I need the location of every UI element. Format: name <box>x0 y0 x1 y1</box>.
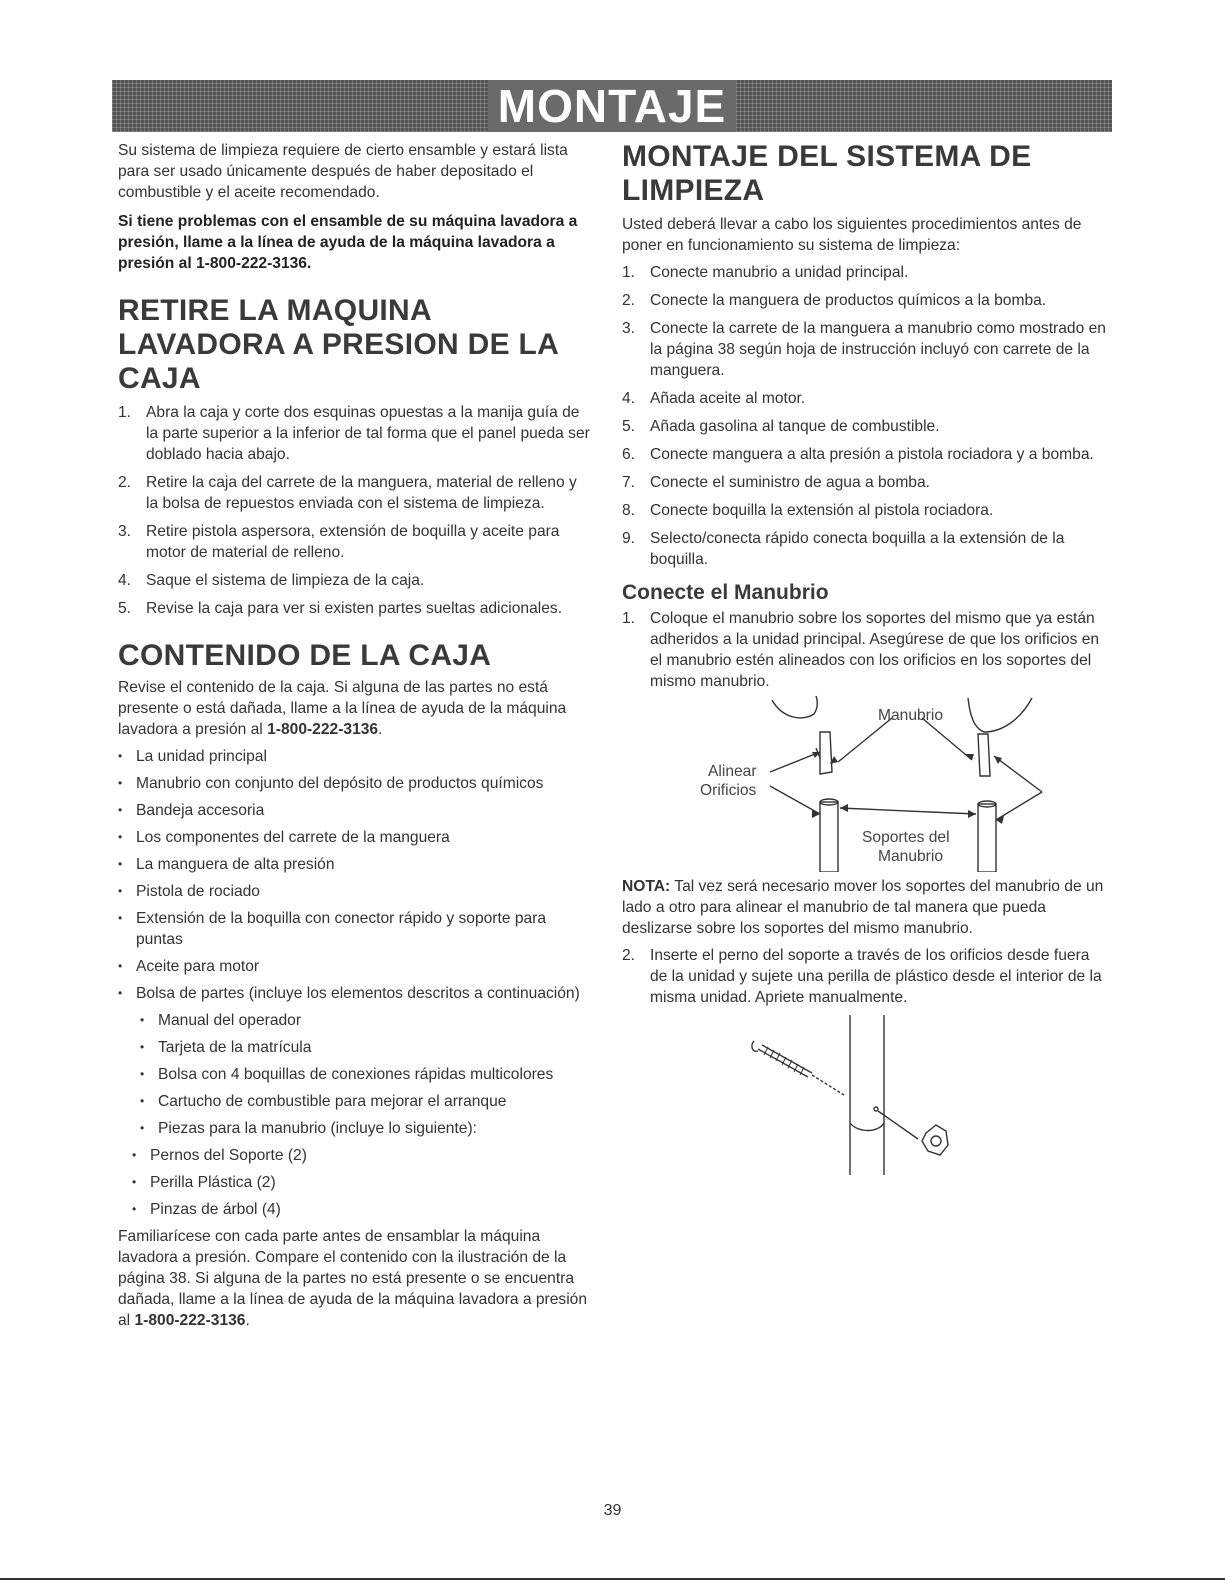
list-item: 1. Abra la caja y corte dos esquinas opuestas a la manija guía de la parte superior a la inferior de tal forma que el panel pueda ser doblado hacia abajo. <box>118 404 590 463</box>
list-item: • Bolsa de partes (incluye los elementos descritos a continuación) <box>118 983 592 1004</box>
list-item: 3. Retire pistola aspersora, extensión de boquilla y aceite para motor de material de relleno. <box>118 523 560 561</box>
figure-label-align-2: Orificios <box>700 782 757 799</box>
list-item: • Manubrio con conjunto del depósito de productos químicos <box>118 773 592 794</box>
list-item: • Tarjeta de la matrícula <box>140 1037 592 1058</box>
list-item: • Manual del operador <box>140 1010 592 1031</box>
contents-list <box>118 746 592 1004</box>
list-item: • La unidad principal <box>118 746 592 767</box>
page-number: 39 <box>603 1502 622 1519</box>
assembly-steps-list <box>622 262 1108 570</box>
list-item: 3. Conecte la carrete de la manguera a manubrio como mostrado en la página 38 según hoja de instrucción incluyó con carrete de la manguera. <box>622 320 1106 379</box>
list-item: 5. Añada gasolina al tanque de combustible. <box>622 418 940 435</box>
list-item: • Los componentes del carrete de la manguera <box>118 827 592 848</box>
section-banner <box>112 80 1112 132</box>
list-item: 4. Saque el sistema de limpieza de la caja. <box>118 572 425 589</box>
list-item: • Pernos del Soporte (2) <box>132 1145 592 1166</box>
intro-paragraph: Su sistema de limpieza requiere de cierto ensamble y estará lista para ser usado únicamente después de haber depositado el combustible y el aceite recomendado. <box>118 142 568 201</box>
closing-paragraph: Familiarícese con cada parte antes de ensamblar la máquina lavadora a presión. Compare el contenido con la ilustración de la página 38. Si alguna de la partes no está presente o se encuentra dañada, llame a la línea de ayuda de la máquina lavadora a presión al 1-800-222-3136. <box>118 1228 588 1329</box>
bottom-rule <box>0 1578 1225 1580</box>
left-column <box>118 140 592 1331</box>
list-item: • Bandeja accesoria <box>118 800 592 821</box>
list-item: • Extensión de la boquilla con conector rápido y soporte para puntas <box>118 908 592 950</box>
figure-label-handle: Manubrio <box>878 707 944 724</box>
list-item: 6. Conecte manguera a alta presión a pistola rociadora y a bomba. <box>622 446 1094 463</box>
list-item: 9. Selecto/conecta rápido conecta boquilla a la extensión de la boquilla. <box>622 530 1065 568</box>
handle-step-2 <box>622 945 1108 1008</box>
figure-label-support-1: Soportes del <box>862 829 950 846</box>
contents-intro: Revise el contenido de la caja. Si alguna de las partes no está presente o está dañada, llame a la línea de ayuda de la máquina lavadora a presión al 1-800-222-3136. <box>118 679 567 738</box>
list-item: • Pistola de rociado <box>118 881 592 902</box>
list-item: • La manguera de alta presión <box>118 854 592 875</box>
bolt-knob-drawing <box>622 1015 1108 1175</box>
subsection-title-handle: Conecte el Manubrio <box>622 581 829 604</box>
list-item: 2. Conecte la manguera de productos químicos a la bomba. <box>622 292 1047 309</box>
list-item: • Pinzas de árbol (4) <box>132 1199 592 1220</box>
list-item: 1. Coloque el manubrio sobre los soportes del mismo que ya están adheridos a la unidad principal. Asegúrese de que los orificios en el manubrio estén alineados con los orificios en los soportes del mismo manubrio. <box>622 610 1100 690</box>
figure-label-support-2: Manubrio <box>878 848 944 865</box>
list-item: 4. Añada aceite al motor. <box>622 390 806 407</box>
section-title-remove: RETIRE LA MAQUINA LAVADORA A PRESION DE LA CAJA <box>118 294 558 395</box>
list-item: 1. Conecte manubrio a unidad principal. <box>622 264 909 281</box>
list-item: • Piezas para la manubrio (incluye lo siguiente): <box>140 1118 592 1139</box>
handle-alignment-figure <box>622 692 1108 872</box>
list-item: • Cartucho de combustible para mejorar el arranque <box>140 1091 592 1112</box>
bolt-knob-figure <box>622 1015 1108 1175</box>
section-title-contents: CONTENIDO DE LA CAJA <box>118 639 492 672</box>
list-item: • Perilla Plástica (2) <box>132 1172 592 1193</box>
list-item: • Aceite para motor <box>118 956 592 977</box>
note-paragraph: NOTA: Tal vez será necesario mover los soportes del manubrio de un lado a otro para alinear el manubrio de tal manera que pueda deslizarse sobre los soportes del mismo manubrio. <box>622 878 1104 937</box>
remove-steps-list <box>118 402 592 619</box>
section-title-assembly: MONTAJE DEL SISTEMA DE LIMPIEZA <box>622 140 1032 207</box>
list-item: 5. Revise la caja para ver si existen partes sueltas adicionales. <box>118 600 563 617</box>
handle-step-1 <box>622 608 1108 692</box>
parts-bag-list <box>140 1010 592 1139</box>
banner-title: MONTAJE <box>488 80 737 132</box>
right-column <box>622 140 1108 1175</box>
list-item: 7. Conecte el suministro de agua a bomba. <box>622 474 930 491</box>
list-item: 2. Inserte el perno del soporte a través de los orificios desde fuera de la unidad y sujete una perilla de plástico desde el interior de la misma unidad. Apriete manualmente. <box>622 947 1102 1006</box>
handle-parts-list <box>132 1145 592 1220</box>
help-paragraph: Si tiene problemas con el ensamble de su máquina lavadora a presión, llame a la línea de ayuda de la máquina lavadora a presión al 1-800-222-3136. <box>118 213 578 272</box>
figure-label-align-1: Alinear <box>708 763 757 780</box>
list-item: • Bolsa con 4 boquillas de conexiones rápidas multicolores <box>140 1064 592 1085</box>
assembly-intro: Usted deberá llevar a cabo los siguientes procedimientos antes de poner en funcionamiento su sistema de limpieza: <box>622 216 1082 254</box>
list-item: 2. Retire la caja del carrete de la manguera, material de relleno y la bolsa de repuestos enviada con el sistema de limpieza. <box>118 474 577 512</box>
list-item: 8. Conecte boquilla la extensión al pistola rociadora. <box>622 502 994 519</box>
